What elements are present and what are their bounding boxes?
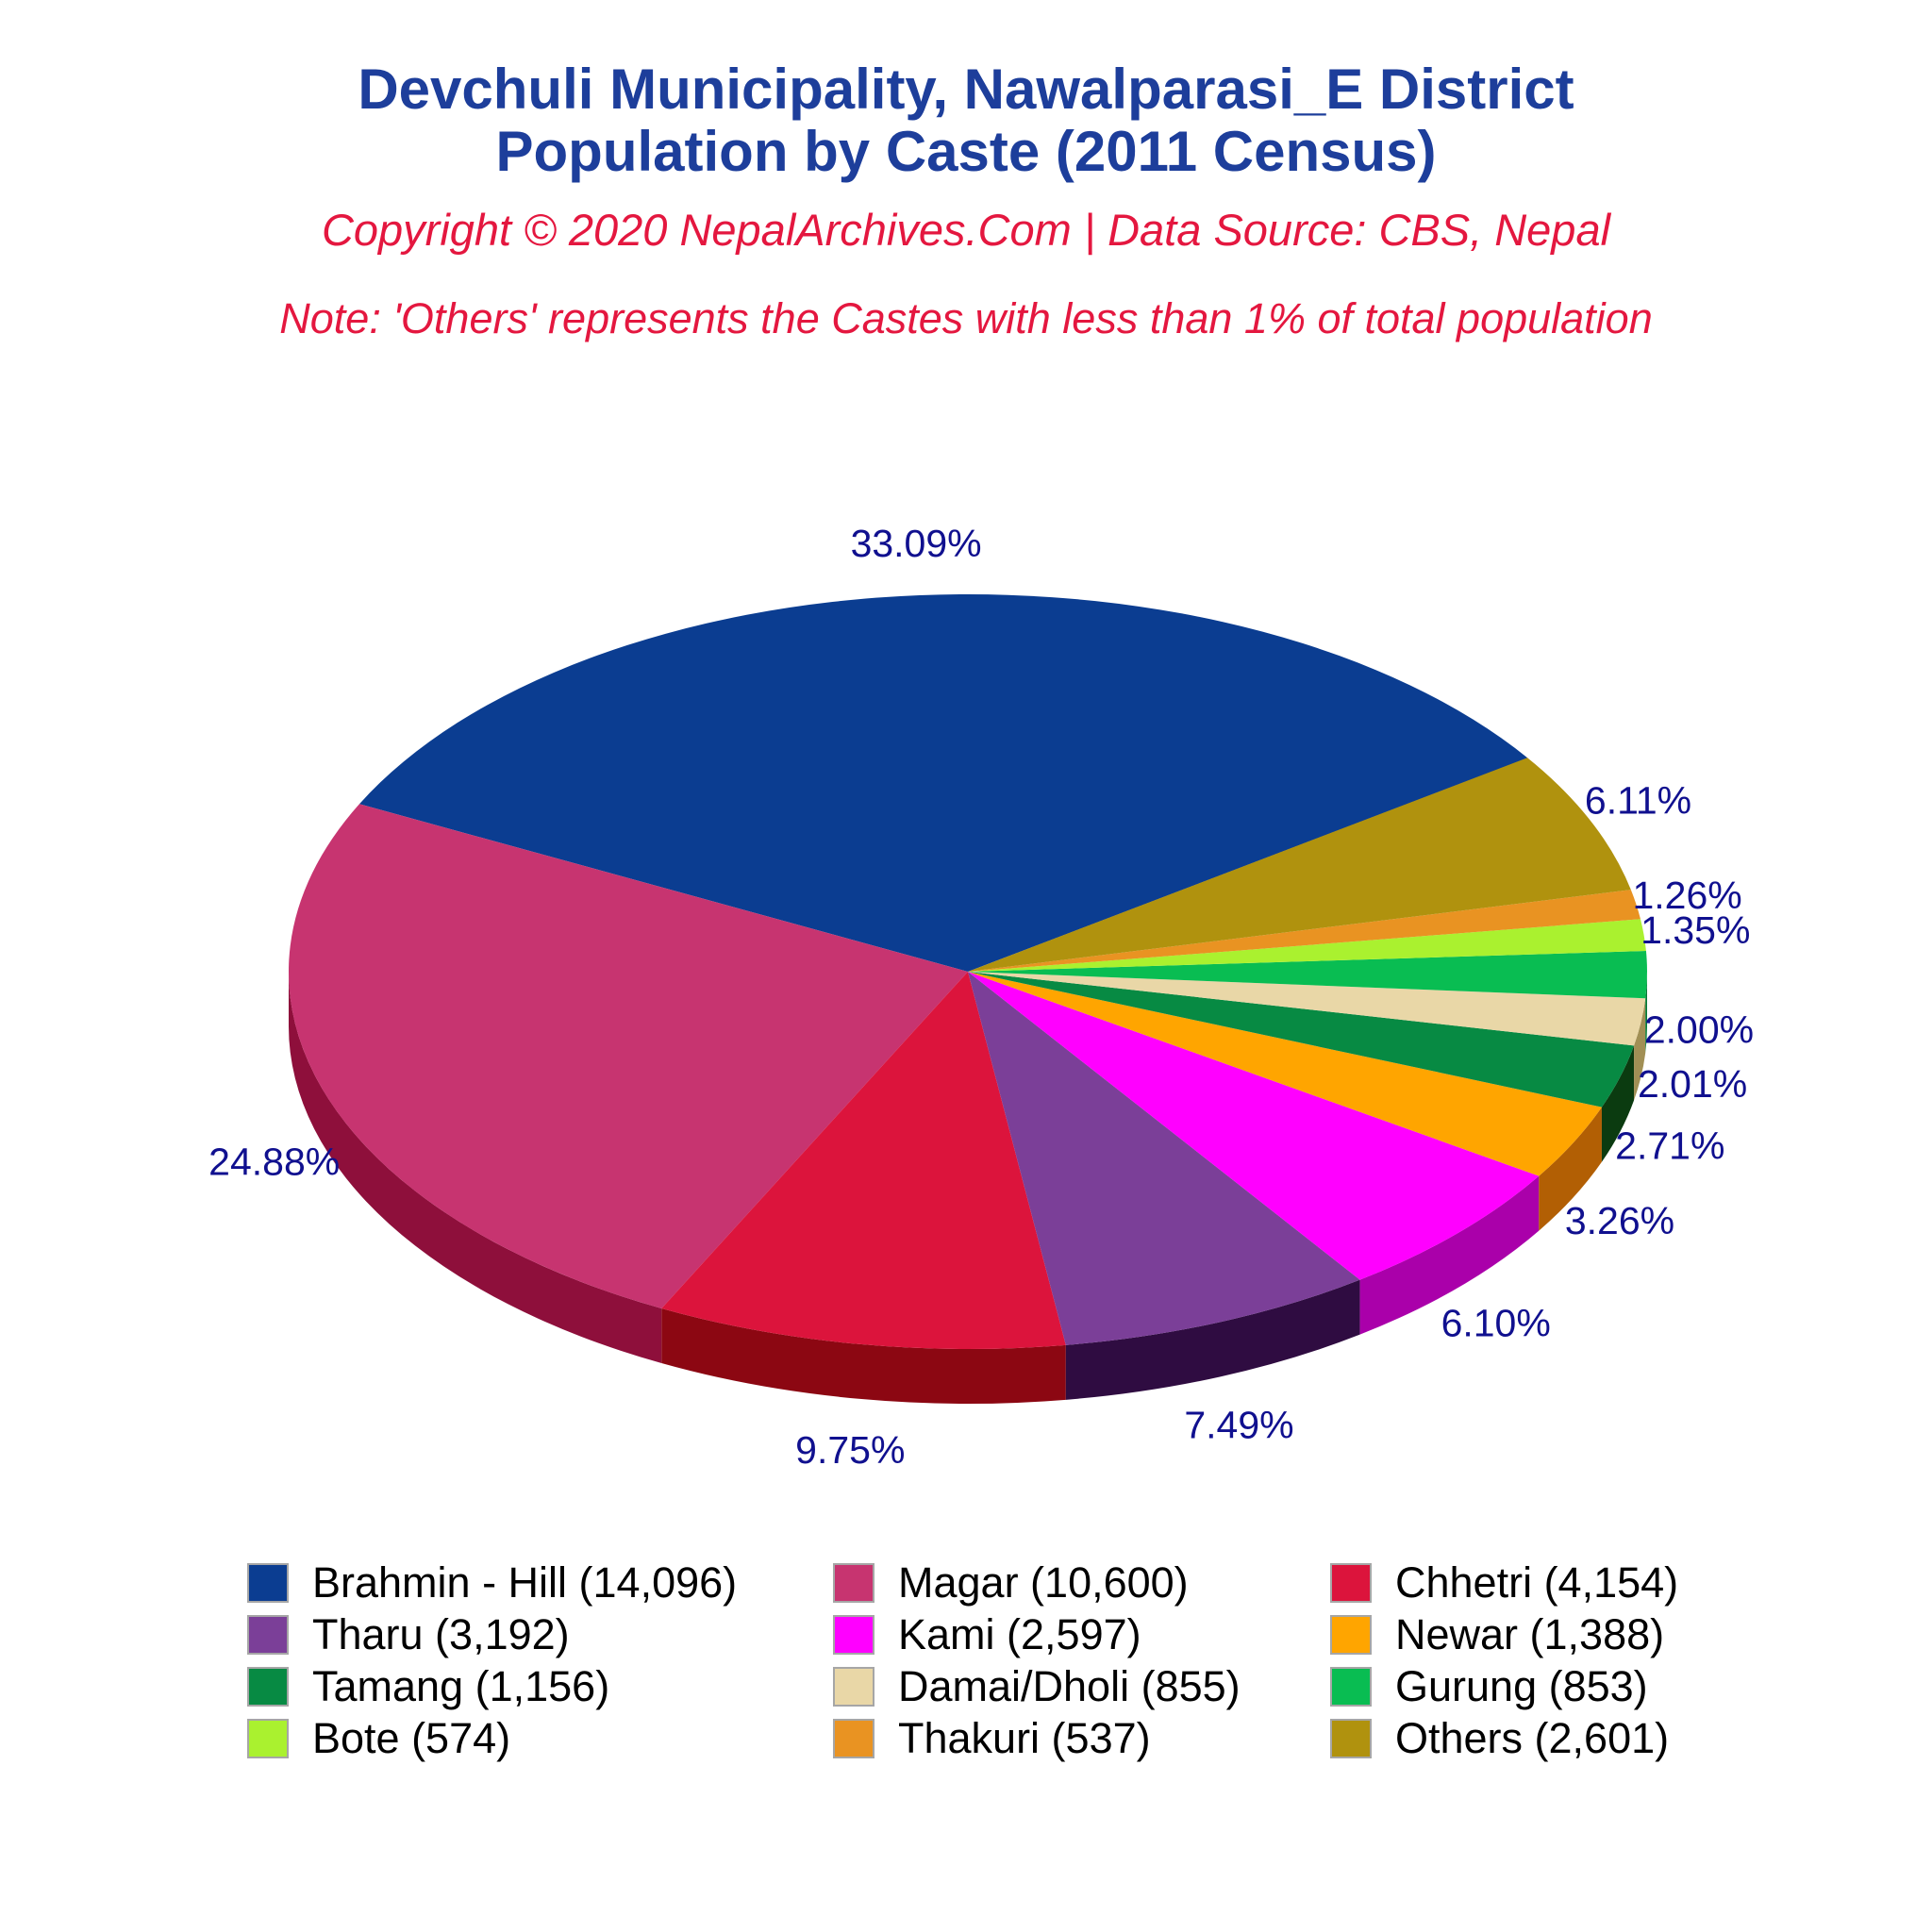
legend-item-thakuri <box>833 1712 1330 1764</box>
legend-swatch-thakuri <box>833 1719 874 1758</box>
legend-label-tharu: Tharu (3,192) <box>312 1609 570 1658</box>
legend-swatch-kami <box>833 1615 874 1655</box>
pie-percent-label-newar: 3.26% <box>1564 1199 1675 1242</box>
legend-swatch-damai-dholi <box>833 1667 874 1707</box>
pie-percent-label-gurung: 2.00% <box>1643 1008 1755 1052</box>
pie-percent-label-tamang: 2.71% <box>1615 1124 1725 1168</box>
legend-swatch-brahmin-hill <box>247 1563 289 1603</box>
pie-percent-label-brahmin-hill: 33.09% <box>850 522 982 566</box>
legend-swatch-tharu <box>247 1615 289 1655</box>
note-text: Note: 'Others' represents the Castes with less than 1% of total population <box>279 294 1653 342</box>
pie-percent-label-chhetri: 9.75% <box>795 1428 906 1473</box>
legend-label-damai-dholi: Damai/Dholi (855) <box>898 1661 1241 1710</box>
legend-item-tamang <box>247 1660 833 1712</box>
legend-label-others: Others (2,601) <box>1395 1713 1670 1762</box>
legend-item-tharu <box>247 1608 833 1660</box>
chart-title-line2: Population by Caste (2011 Census) <box>495 120 1437 183</box>
pie-percent-label-bote: 1.35% <box>1641 908 1751 952</box>
legend-item-others <box>1330 1712 1764 1764</box>
pie-percent-label-magar: 24.88% <box>208 1140 341 1184</box>
legend-swatch-tamang <box>247 1667 289 1707</box>
legend-item-chhetri <box>1330 1557 1764 1608</box>
legend <box>247 1557 1775 1764</box>
legend-item-newar <box>1330 1608 1764 1660</box>
legend-label-bote: Bote (574) <box>312 1713 511 1762</box>
legend-item-magar <box>833 1557 1330 1608</box>
pie-percent-label-tharu: 7.49% <box>1184 1403 1294 1447</box>
legend-label-chhetri: Chhetri (4,154) <box>1395 1557 1679 1607</box>
legend-swatch-newar <box>1330 1615 1372 1655</box>
legend-label-kami: Kami (2,597) <box>898 1609 1141 1658</box>
legend-item-gurung <box>1330 1660 1764 1712</box>
legend-item-damai-dholi <box>833 1660 1330 1712</box>
legend-label-magar: Magar (10,600) <box>898 1557 1189 1607</box>
legend-swatch-chhetri <box>1330 1563 1372 1603</box>
legend-label-tamang: Tamang (1,156) <box>312 1661 610 1710</box>
pie-percent-label-kami: 6.10% <box>1441 1301 1551 1345</box>
legend-label-thakuri: Thakuri (537) <box>898 1713 1151 1762</box>
legend-label-brahmin-hill: Brahmin - Hill (14,096) <box>312 1557 738 1607</box>
legend-swatch-others <box>1330 1719 1372 1758</box>
legend-swatch-magar <box>833 1563 874 1603</box>
pie-percent-label-damai-dholi: 2.01% <box>1637 1061 1748 1106</box>
legend-swatch-gurung <box>1330 1667 1372 1707</box>
legend-item-bote <box>247 1712 833 1764</box>
legend-swatch-bote <box>247 1719 289 1758</box>
copyright-text: Copyright © 2020 NepalArchives.Com | Data Source: CBS, Nepal <box>321 205 1611 255</box>
chart-title-line1: Devchuli Municipality, Nawalparasi_E District <box>358 58 1574 121</box>
legend-item-brahmin-hill <box>247 1557 833 1608</box>
legend-item-kami <box>833 1608 1330 1660</box>
legend-label-gurung: Gurung (853) <box>1395 1661 1648 1710</box>
legend-label-newar: Newar (1,388) <box>1395 1609 1665 1658</box>
pie-percent-label-thakuri: 1.26% <box>1632 873 1742 917</box>
pie-percent-label-others: 6.11% <box>1584 778 1692 823</box>
